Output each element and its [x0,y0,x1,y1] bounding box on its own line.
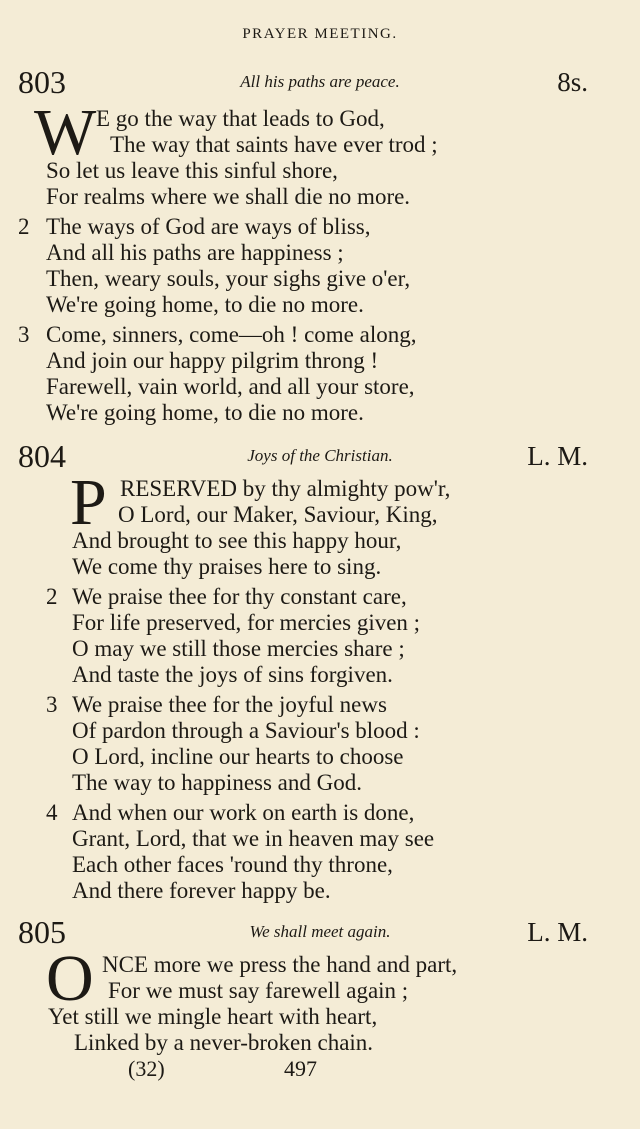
drop-cap: W [34,96,97,169]
hymn-line: O Lord, our Maker, Saviour, King, [118,502,438,527]
hymn-line: RESERVED by thy almighty pow'r, [120,476,451,501]
hymn-meter: 8s. [557,67,588,97]
hymn-line: For realms where we shall die no more. [46,184,411,209]
hymn-line: Linked by a never-broken chain. [74,1030,374,1055]
hymn-line: Then, weary souls, your sighs give o'er, [46,266,411,291]
hymn-meter: L. M. [527,917,588,947]
hymn-line: And all his paths are happiness ; [46,240,344,265]
hymn-number: 804 [18,438,66,474]
hymn-title: Joys of the Christian. [247,446,393,465]
hymn-number: 805 [18,914,66,950]
stanza-number: 3 [18,322,30,347]
hymn-line: E go the way that leads to God, [96,106,385,131]
hymn-line: We praise thee for the joyful news [72,692,387,717]
hymn-line: NCE more we press the hand and part, [102,952,458,977]
hymn-line: And there forever happy be. [72,878,331,903]
hymn-line: For we must say farewell again ; [108,978,409,1003]
hymn-line: The ways of God are ways of bliss, [46,214,371,239]
stanza-number: 3 [46,692,58,717]
hymn-805-header [0,912,640,952]
hymn-line: We praise thee for thy constant care, [72,584,407,609]
hymn-number: 803 [18,64,66,100]
running-head: PRAYER MEETING. [242,26,398,42]
hymn-title: We shall meet again. [249,922,391,941]
signature-mark: (32) [128,1056,165,1081]
hymn-line: O may we still those mercies share ; [72,636,405,661]
stanza-number: 2 [18,214,30,239]
hymn-line: For life preserved, for mercies given ; [72,610,421,635]
hymn-803-header [0,62,640,102]
hymn-line: And taste the joys of sins forgiven. [72,662,393,687]
stanza-number: 2 [46,584,58,609]
hymn-title: All his paths are peace. [240,72,400,91]
hymn-line: And brought to see this happy hour, [72,528,402,553]
hymn-line: Each other faces 'round thy throne, [72,852,393,877]
hymn-meter: L. M. [527,441,588,471]
hymn-line: And when our work on earth is done, [72,800,415,825]
hymn-line: And join our happy pilgrim throng ! [46,348,379,373]
hymn-line: The way that saints have ever trod ; [110,132,438,157]
drop-cap: O [46,942,94,1015]
drop-cap: P [70,466,107,539]
hymn-line: Grant, Lord, that we in heaven may see [72,826,435,851]
hymn-line: We're going home, to die no more. [46,400,364,425]
hymn-line: Farewell, vain world, and all your store, [46,374,415,399]
page-number: 497 [284,1056,317,1081]
hymn-line: The way to happiness and God. [72,770,362,795]
hymn-line: Of pardon through a Saviour's blood : [72,718,420,743]
hymn-line: So let us leave this sinful shore, [46,158,338,183]
hymn-line: Come, sinners, come—oh ! come along, [46,322,417,347]
hymn-line: We're going home, to die no more. [46,292,364,317]
hymn-line: O Lord, incline our hearts to choose [72,744,404,769]
hymn-line: We come thy praises here to sing. [72,554,382,579]
stanza-number: 4 [46,800,58,825]
hymn-line: Yet still we mingle heart with heart, [48,1004,378,1029]
